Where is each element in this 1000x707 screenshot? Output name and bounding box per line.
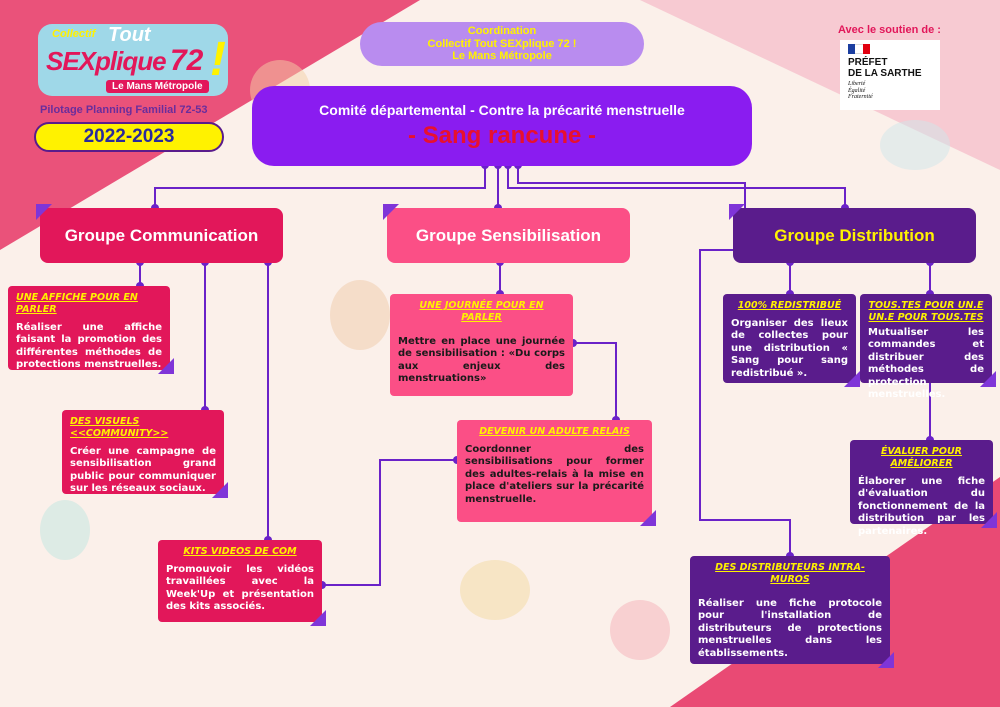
logo-number: 72 xyxy=(170,44,204,77)
group-sensibilisation xyxy=(387,208,630,263)
bg-cup-shape xyxy=(40,500,90,560)
card-distributeurs-title: DES DISTRIBUTEURS INTRA-MUROS xyxy=(715,562,865,585)
committee-title: Comité départemental - Contre la précarité menstruelle xyxy=(319,102,685,118)
card-tous-title: TOUS.TES POUR UN.E UN.E POUR TOUS.TES xyxy=(868,300,984,323)
card-redistribue-text: Organiser des lieux de collectes pour une distribution « Sang pour sang redistribué ». xyxy=(731,317,848,379)
corner-marker xyxy=(640,510,656,526)
card-journee-title: UNE JOURNÉE POUR EN PARLER xyxy=(419,300,544,323)
committee-box xyxy=(252,86,752,166)
group-communication-label: Groupe Communication xyxy=(64,225,259,245)
card-tous xyxy=(860,294,992,401)
card-journee xyxy=(390,294,573,396)
card-visuels-title: DES VISUELS <<COMMUNITY>> xyxy=(70,416,169,439)
card-visuels xyxy=(62,410,224,494)
bg-cup-shape xyxy=(610,600,670,660)
prefet-line-1: PRÉFET xyxy=(848,57,888,68)
card-kits-text: Promouvoir les vidéos travaillées avec la Week'Up et présentation des kits associés. xyxy=(166,563,314,613)
logo-city: Le Mans Métropole xyxy=(106,80,209,93)
corner-marker xyxy=(158,358,174,374)
bg-cup-shape xyxy=(460,560,530,620)
prefet-line-2: DE LA SARTHE xyxy=(848,68,922,79)
card-evaluer xyxy=(850,440,993,537)
french-flag-icon xyxy=(848,44,870,54)
bg-cup-shape xyxy=(880,120,950,170)
corner-marker xyxy=(980,371,996,387)
group-sensibilisation-label: Groupe Sensibilisation xyxy=(415,225,602,245)
card-affiche-title: UNE AFFICHE POUR EN PARLER xyxy=(16,292,138,315)
coordination-line-3: Le Mans Métropole xyxy=(452,50,552,63)
corner-marker xyxy=(383,204,399,220)
pilotage-text: Pilotage Planning Familial 72-53 xyxy=(40,104,208,116)
prefet-motto-1: Liberté xyxy=(848,81,866,87)
card-journee-text: Mettre en place une journée de sensibilisation : «Du corps aux enjeux des menstruations» xyxy=(398,335,565,385)
card-affiche xyxy=(8,286,170,370)
card-tous-text: Mutualiser les commandes et distribuer des méthodes de protection menstruelles. xyxy=(868,326,984,401)
card-redistribue xyxy=(723,294,856,383)
card-relais xyxy=(457,420,652,522)
collectif-logo xyxy=(38,24,244,104)
card-relais-title: DEVENIR UN ADULTE RELAIS xyxy=(479,426,630,437)
group-communication xyxy=(40,208,283,263)
group-distribution xyxy=(733,208,976,263)
logo-collectif: Collectif xyxy=(52,28,96,40)
logo-sex: SEXplique xyxy=(46,46,166,76)
corner-marker xyxy=(310,610,326,626)
card-redistribue-title: 100% REDISTRIBUÉ xyxy=(737,300,842,311)
coordination-box xyxy=(360,22,644,66)
card-affiche-text: Réaliser une affiche faisant la promotion des différentes méthodes de protections menstruelles. xyxy=(16,321,162,371)
corner-marker xyxy=(36,204,52,220)
group-distribution-label: Groupe Distribution xyxy=(774,225,935,245)
card-relais-text: Coordonner des sensibilisations pour former des adultes-relais à la mise en place d'ateliers sur la précarité menstruelle. xyxy=(465,443,644,505)
committee-subtitle: - Sang rancune - xyxy=(407,122,597,149)
logo-exclamation: ! xyxy=(210,33,226,86)
prefet-logo xyxy=(840,40,940,110)
years-badge: 2022-2023 xyxy=(34,122,224,152)
prefet-motto-2: Égalité xyxy=(848,87,866,94)
corner-marker xyxy=(878,652,894,668)
logo-tout: Tout xyxy=(108,24,151,46)
card-evaluer-title: ÉVALUER POUR AMÉLIORER xyxy=(881,446,962,469)
card-distributeurs xyxy=(690,556,890,664)
corner-marker xyxy=(844,371,860,387)
card-visuels-text: Créer une campagne de sensibilisation grand public pour communiquer sur les réseaux sociaux. xyxy=(70,445,216,495)
corner-marker xyxy=(981,512,997,528)
coordination-line-2: Collectif Tout SEXplique 72 ! xyxy=(427,37,577,50)
corner-marker xyxy=(729,204,745,220)
card-distributeurs-text: Réaliser une fiche protocole pour l'installation de distributeurs de protections menstruelles dans les établissements. xyxy=(698,597,882,659)
card-kits-title: KITS VIDEOS DE COM xyxy=(183,546,297,557)
sponsor-label: Avec le soutien de : xyxy=(838,24,941,36)
prefet-motto-3: Fraternité xyxy=(848,94,873,101)
card-evaluer-text: Élaborer une fiche d'évaluation du fonctionnement de la distribution par les partenaires. xyxy=(858,475,985,537)
bg-cup-shape xyxy=(330,280,390,350)
coordination-line-1: Coordination xyxy=(467,25,537,38)
corner-marker xyxy=(212,482,228,498)
card-kits xyxy=(158,540,322,622)
